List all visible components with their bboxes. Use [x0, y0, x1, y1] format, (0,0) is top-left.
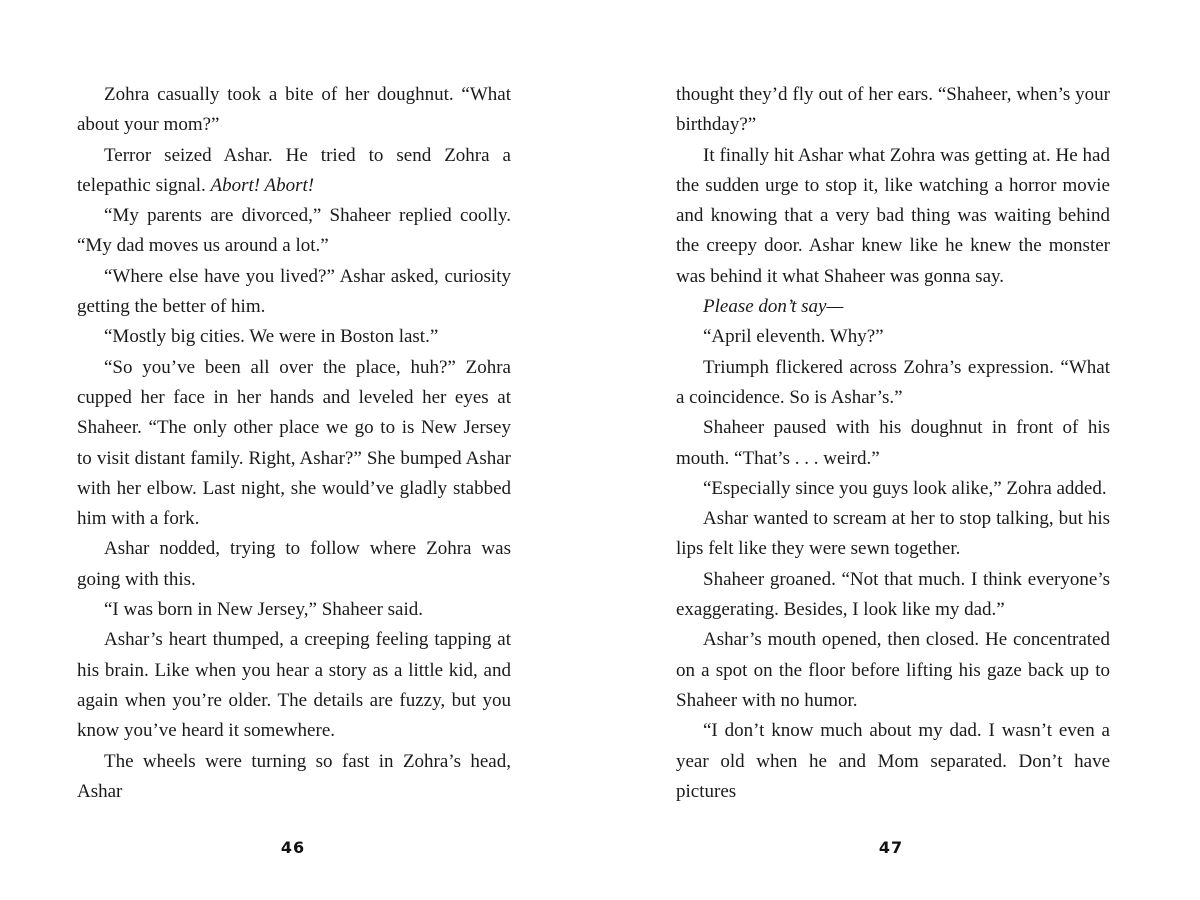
- left-page-body: [77, 80, 511, 807]
- paragraph: Zohra casually took a bite of her doughnut. “What about your mom?”: [77, 84, 511, 136]
- paragraph: Ashar’s heart thumped, a creeping feeling tapping at his brain. Like when you hear a story as a little kid, and again when you’re older. The details are fuzzy, but you know you’ve heard it somewhere.: [77, 629, 511, 742]
- paragraph: It finally hit Ashar what Zohra was getting at. He had the sudden urge to stop it, like watching a horror movie and knowing that a very bad thing was waiting behind the creepy door. Ashar knew like he knew the monster was behind it what Shaheer was gonna say.: [676, 144, 1110, 287]
- italic-thought: Please don’t say—: [703, 296, 844, 318]
- paragraph: “I don’t know much about my dad. I wasn’t even a year old when he and Mom separated. Don’t have pictures: [676, 720, 1110, 802]
- paragraph: “I was born in New Jersey,” Shaheer said.: [104, 599, 424, 621]
- paragraph: [77, 141, 511, 202]
- paragraph: The wheels were turning so fast in Zohra’s head, Ashar: [77, 750, 511, 802]
- paragraph: “Where else have you lived?” Ashar asked, curiosity getting the better of him.: [77, 265, 511, 318]
- right-page-body: [676, 80, 1110, 807]
- paragraph: Shaheer paused with his doughnut in front of his mouth. “That’s . . . weird.”: [676, 417, 1110, 469]
- italic-thought: Abort! Abort!: [210, 174, 315, 196]
- paragraph: Ashar wanted to scream at her to stop talking, but his lips felt like they were sewn together.: [676, 508, 1110, 560]
- paragraph: “April eleventh. Why?”: [703, 326, 884, 348]
- page-number: 47: [878, 838, 904, 857]
- paragraph: “Mostly big cities. We were in Boston last.”: [104, 326, 439, 348]
- paragraph: “So you’ve been all over the place, huh?” Zohra cupped her face in her hands and leveled her eyes at Shaheer. “The only other place we go to is New Jersey to visit distant family. Right, Ashar?” She bumped Ashar with her elbow. Last night, she would’ve gladly stabbed him with a fork.: [77, 356, 511, 530]
- paragraph: Ashar’s mouth opened, then closed. He concentrated on a spot on the floor before lifting his gaze back up to Shaheer with no humor.: [676, 629, 1110, 711]
- paragraph-continued: thought they’d fly out of her ears. “Shaheer, when’s your birthday?”: [676, 84, 1110, 136]
- paragraph: Ashar nodded, trying to follow where Zohra was going with this.: [77, 538, 511, 590]
- paragraph: [676, 292, 1110, 322]
- paragraph: “My parents are divorced,” Shaheer replied coolly. “My dad moves us around a lot.”: [77, 205, 511, 257]
- paragraph: Triumph flickered across Zohra’s expression. “What a coincidence. So is Ashar’s.”: [676, 356, 1110, 408]
- paragraph: Shaheer groaned. “Not that much. I think everyone’s exaggerating. Besides, I look like my dad.”: [676, 568, 1110, 621]
- paragraph: “Especially since you guys look alike,” Zohra added.: [703, 477, 1107, 499]
- paragraph-text: Terror seized Ashar. He tried to send Zohra a telepathic signal.: [77, 144, 511, 196]
- page-number: 46: [280, 838, 306, 857]
- right-page: [600, 0, 1200, 900]
